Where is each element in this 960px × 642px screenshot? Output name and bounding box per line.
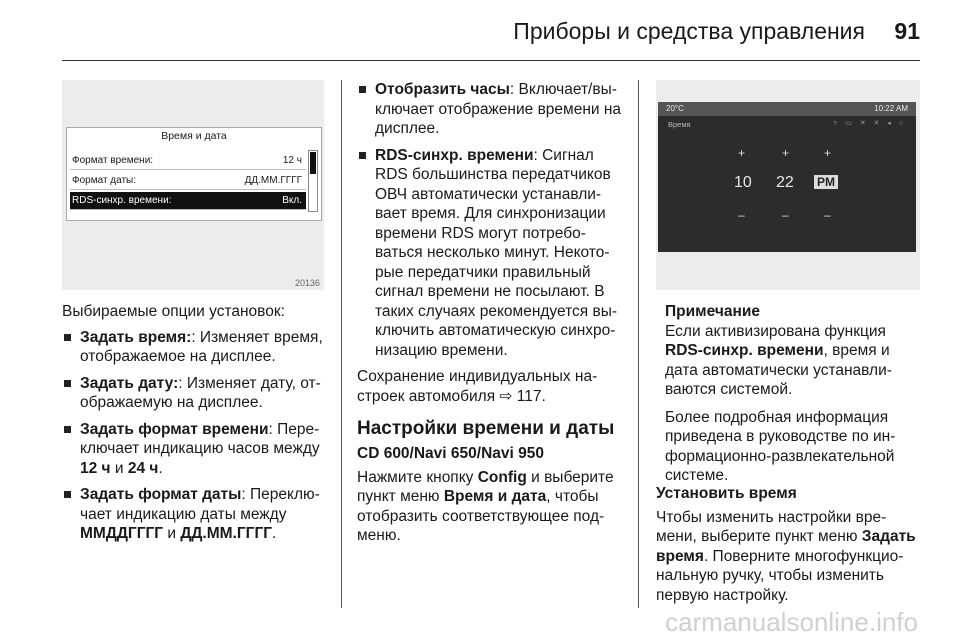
menu-row-label: RDS-синхр. времени: — [72, 195, 172, 206]
section-heading: Настройки времени и даты — [357, 418, 615, 439]
column-divider-1 — [341, 80, 342, 608]
note-heading: Примечание — [665, 303, 760, 320]
set-time-text: . Поверните многофункцио-нальную ручку, чтобы изменить первую настройку. — [656, 547, 904, 604]
option-text: . — [158, 459, 163, 477]
column-divider-2 — [638, 80, 639, 608]
page-header-title: Приборы и средства управления — [513, 18, 865, 44]
option-text: и — [110, 459, 128, 477]
set-time-menu-ref: Задать время — [656, 528, 916, 565]
menu-scrollbar — [308, 150, 318, 212]
instruction-text: и выберите пункт меню — [357, 468, 614, 505]
option-value: ДД.ММ.ГГГГ — [180, 525, 273, 542]
option-term: Задать время: — [80, 328, 192, 346]
option-value: ММДДГГГГ — [80, 525, 164, 542]
instruction-text: Нажмите кнопку — [357, 468, 478, 486]
section-subheading: CD 600/Navi 650/Navi 950 — [357, 445, 544, 462]
set-time-text: Чтобы изменить настройки вре-мени, выберите пункт меню — [656, 508, 887, 545]
settings-reference — [357, 367, 627, 406]
time-setting-screenshot — [656, 80, 920, 290]
option-text: : Включает/вы-ключает отображение времени на дисплее. — [375, 81, 622, 137]
clock-display: 10:22 AM — [874, 104, 908, 113]
list-item — [62, 420, 330, 479]
option-value: 24 ч — [127, 459, 159, 477]
ampm-decrease-icon[interactable]: – — [824, 208, 831, 222]
option-value: 12 ч — [80, 459, 111, 477]
option-text: : Пере-ключает индикацию часов между — [80, 420, 320, 457]
set-time-paragraph — [656, 508, 926, 606]
status-icons: ▿ ▭ ✕ ✕ ◂ ○ — [833, 120, 906, 127]
ampm-increase-icon[interactable]: + — [824, 146, 832, 160]
menu-row-label: Формат времени: — [72, 155, 154, 166]
menu-row-label: Формат даты: — [72, 175, 137, 186]
time-date-menu-screenshot — [62, 80, 324, 290]
option-text: . — [272, 525, 277, 542]
minute-increase-icon[interactable]: + — [782, 146, 790, 160]
option-text: и — [163, 525, 181, 542]
set-time-heading: Установить время — [656, 485, 797, 502]
bullet-icon — [64, 380, 71, 387]
page-reference-icon: ⇨ — [499, 387, 513, 405]
instruction-paragraph — [357, 468, 627, 546]
temperature-display: 20°C — [666, 104, 684, 113]
config-button-ref: Config — [477, 468, 527, 486]
column-1 — [62, 302, 330, 551]
bullet-icon — [64, 426, 71, 433]
rds-sync-ref: RDS-синхр. времени — [665, 342, 824, 359]
watermark: carmanualsonline.info — [665, 607, 918, 637]
list-item — [357, 146, 627, 361]
time-date-menu-ref: Время и дата — [443, 488, 547, 505]
option-text: : Изменяет время, отображаемое на дисплее. — [80, 328, 323, 365]
list-item — [62, 485, 330, 544]
option-term: Задать формат даты — [80, 486, 242, 503]
option-term: Задать дату: — [80, 374, 179, 392]
note-paragraph — [665, 322, 920, 400]
menu-row-value: 12 ч — [282, 155, 302, 166]
hour-increase-icon[interactable]: + — [738, 146, 746, 160]
hour-decrease-icon[interactable]: – — [738, 208, 745, 222]
list-item — [62, 328, 330, 367]
bullet-icon — [64, 334, 71, 341]
bullet-icon — [64, 491, 71, 498]
image-number: 20136 — [294, 278, 320, 288]
instruction-text: , чтобы отобразить соответствующее под-меню. — [357, 488, 605, 544]
menu-row-time-format — [70, 152, 306, 170]
option-text: : Сигнал RDS большинства передатчиков ОВЧ автоматически устанавли-вает время. Для синхронизации времени RDS могут потребо-ваться несколько минут. Некото-рые передатчики правильный сигнал времени не посылают. В таких случаях рекомендуется вы-ключить автоматическую синхро-низацию времени. — [375, 146, 618, 359]
page-number: 91 — [894, 18, 920, 44]
header-divider — [62, 60, 920, 61]
column-2 — [357, 80, 627, 546]
bullet-icon — [359, 86, 366, 93]
options-intro: Выбираемые опции установок: — [62, 303, 285, 320]
display-screen — [658, 102, 916, 252]
minute-value[interactable]: 22 — [776, 174, 794, 191]
menu-row-value: ДД.ММ.ГГГГ — [244, 175, 302, 186]
reference-page[interactable]: 117. — [512, 387, 546, 405]
note-box — [665, 302, 920, 494]
menu-row-value: Вкл. — [282, 195, 302, 206]
option-text: : Переклю-чает индикацию даты между — [80, 486, 320, 523]
list-item — [62, 374, 330, 413]
ampm-value[interactable]: PM — [814, 175, 838, 189]
menu-title: Время и дата — [161, 130, 227, 142]
note-text: Если активизирована функция — [665, 322, 886, 340]
hour-value[interactable]: 10 — [734, 174, 752, 191]
menu-row-date-format — [70, 172, 306, 190]
screen-title: Время — [668, 120, 691, 129]
option-term: RDS-синхр. времени — [375, 146, 534, 164]
note-text: , время и дата автоматически устанавли-ваются системой. — [665, 342, 892, 398]
scrollbar-thumb — [310, 152, 316, 174]
minute-decrease-icon[interactable]: – — [782, 208, 789, 222]
menu-row-rds-sync — [70, 192, 306, 210]
time-date-menu-panel — [66, 127, 322, 221]
option-term: Задать формат времени — [80, 420, 269, 438]
set-time-section — [656, 484, 926, 605]
reference-text: Сохранение индивидуальных на-строек автомобиля — [357, 368, 598, 405]
option-text: : Изменяет дату, от-ображаемую на дисплее. — [80, 374, 321, 411]
note-paragraph-2: Более подробная информация приведена в руководстве по ин-формационно-развлекательной системе. — [665, 408, 896, 484]
status-bar — [658, 102, 916, 116]
option-term: Отобразить часы — [375, 81, 510, 98]
bullet-icon — [359, 152, 366, 159]
list-item — [357, 80, 627, 139]
